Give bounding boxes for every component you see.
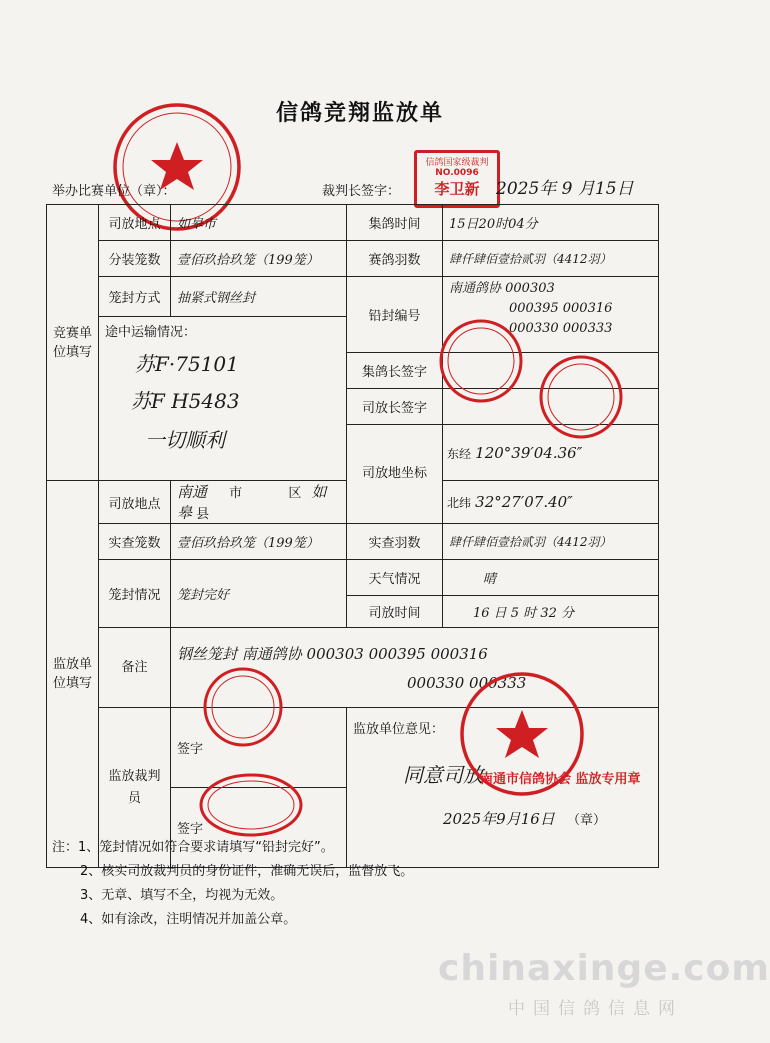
coords-label: 司放地坐标 [347, 425, 443, 524]
sup-city-hand: 南通 [177, 483, 208, 501]
notes [52, 836, 413, 932]
seal-status-label: 笼封情况 [99, 560, 171, 628]
competition-section-label: 竞赛单位填写 [47, 205, 99, 481]
seal-number-label: 铅封编号 [347, 277, 443, 353]
sup-place-label: 司放地点 [99, 481, 171, 524]
opinion-hand: 同意司放 [403, 763, 483, 787]
actual-count-label: 实查羽数 [347, 524, 443, 560]
note-1: 1、笼封情况如符合要求请填写“铅封完好”。 [78, 840, 334, 855]
release-time-label: 司放时间 [347, 596, 443, 628]
sign-label-2: 签字 [171, 788, 347, 868]
seal-no-line-1: 南通鸽协 000303 [449, 281, 555, 296]
collector-sign-label: 集鸽长签字 [347, 353, 443, 389]
releaser-sign-label: 司放长签字 [347, 389, 443, 425]
page-title: 信鸽竞翔监放单 [275, 101, 444, 126]
chief-stamp-no: NO.0096 [435, 168, 479, 178]
sup-place-value [171, 481, 347, 524]
actual-count-value: 肆仟肆佰壹拾贰羽（4412羽） [443, 524, 659, 560]
transport-line-2: 苏F H5483 [131, 389, 240, 413]
east-label: 东经 [447, 446, 472, 461]
pigeon-count-value: 肆仟肆佰壹拾贰羽（4412羽） [443, 241, 659, 277]
judge-label: 监放裁判员 [99, 708, 171, 868]
weather-label: 天气情况 [347, 560, 443, 596]
chief-judge-label: 裁判长签字： [322, 184, 401, 199]
seal-method-value: 抽紧式钢丝封 [171, 277, 347, 317]
chief-stamp-title: 信鸽国家级裁判 [425, 158, 489, 168]
release-place-label: 司放地点 [99, 205, 171, 241]
transport-line-3: 一切顺利 [145, 428, 225, 452]
chief-stamp-name: 李卫新 [434, 180, 480, 198]
remark-line-1: 钢丝笼封 南通鸽协 000303 000395 000316 [177, 645, 488, 663]
remark-label: 备注 [99, 628, 171, 708]
header-date: 2025年 9 月15日 [496, 179, 634, 199]
collect-time-label: 集鸽时间 [347, 205, 443, 241]
seal-no-line-3: 000330 000333 [509, 321, 613, 336]
loft-count-label: 分装笼数 [99, 241, 171, 277]
sup-district-label: 区 [288, 486, 302, 501]
remark-line-2: 000330 000333 [407, 674, 527, 692]
transport-label: 途中运输情况： [105, 325, 197, 340]
actual-loft-label: 实查笼数 [99, 524, 171, 560]
note-2: 2、核实司放裁判员的身份证件，准确无误后，监督放飞。 [80, 864, 414, 879]
transport-cell [99, 317, 347, 481]
stamp-mark: （章） [566, 813, 606, 828]
weather-value: 晴 [443, 560, 659, 596]
note-4: 4、如有涂改，注明情况并加盖公章。 [80, 912, 297, 927]
judge-seal-4 [196, 770, 306, 840]
release-time-value: 16 日 5 时 32 分 [443, 596, 659, 628]
actual-loft-value: 壹佰玖拾玖笼（199笼） [171, 524, 347, 560]
north-label: 北纬 [447, 496, 472, 510]
release-place-value: 如皋市 [171, 205, 347, 241]
sign-label-1: 签字 [171, 708, 347, 788]
collect-time-value: 15日20时04分 [443, 205, 659, 241]
note-3: 3、无章、填写不全，均视为无效。 [80, 888, 284, 903]
north-cell [443, 481, 659, 524]
opinion-label: 监放单位意见： [353, 722, 445, 737]
opinion-date: 2025年9月16日 [443, 810, 555, 828]
pigeon-count-label: 赛鸽羽数 [347, 241, 443, 277]
judge-seal-3 [200, 664, 286, 750]
watermark-cn: 中国信鸽信息网 [508, 999, 683, 1019]
sup-city-label: 市 [229, 486, 243, 501]
sup-county-hand: 如皋 [177, 483, 327, 522]
transport-line-1: 苏F·75101 [135, 352, 239, 376]
seal-no-line-2: 000395 000316 [509, 301, 613, 316]
supervision-section-label: 监放单位填写 [47, 481, 99, 868]
association-seal-text: 南通市信鸽协会 监放专用章 [480, 772, 641, 787]
watermark-domain: chinaxinge.com [438, 948, 770, 989]
loft-count-value: 壹佰玖拾玖笼（199笼） [171, 241, 347, 277]
chief-judge-stamp [414, 150, 500, 208]
east-value: 120°39′04.36″ [475, 443, 583, 462]
judge-seal-1 [436, 316, 526, 406]
notes-prefix: 注： [52, 840, 79, 855]
sup-county-label: 县 [196, 507, 210, 522]
seal-status-value: 笼封完好 [171, 560, 347, 628]
judge-seal-2 [536, 352, 626, 442]
north-value: 32°27′07.40″ [475, 493, 573, 511]
seal-method-label: 笼封方式 [99, 277, 171, 317]
organizer-label: 举办比赛单位（章）： [52, 184, 176, 199]
